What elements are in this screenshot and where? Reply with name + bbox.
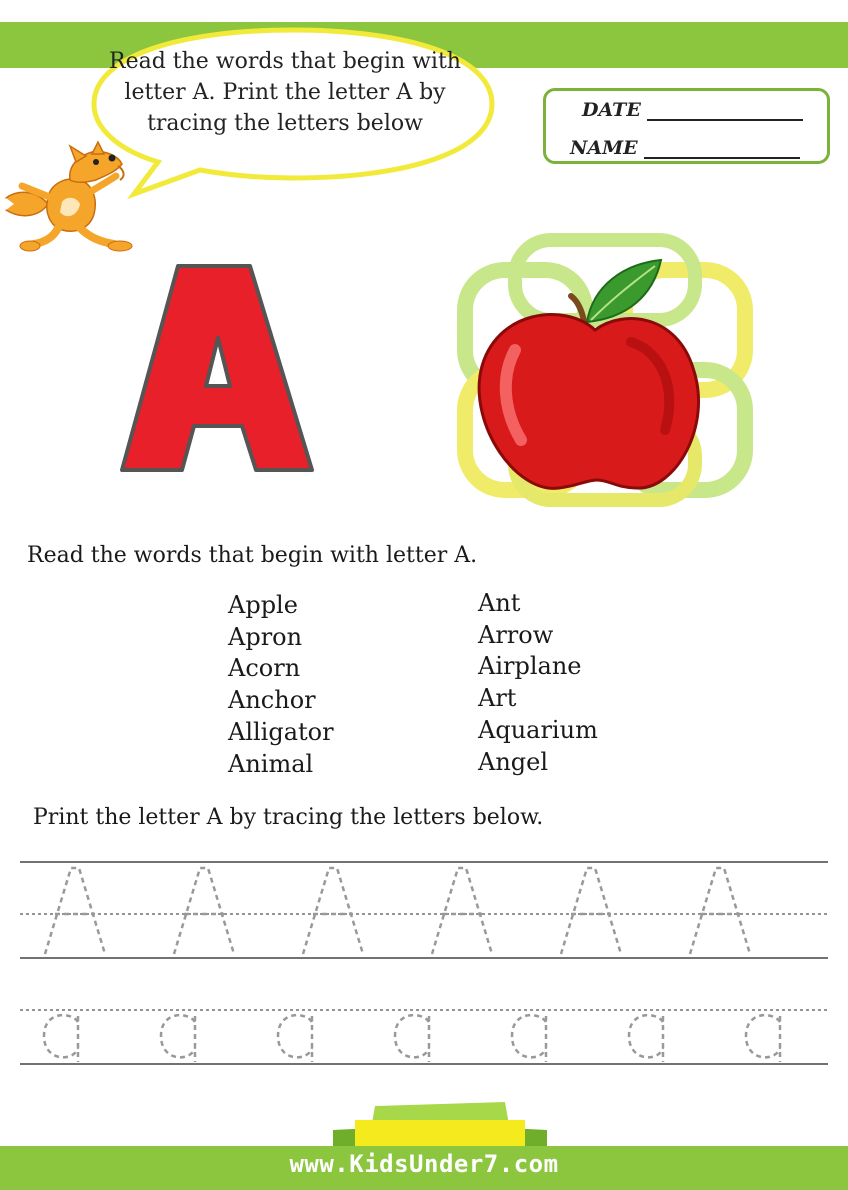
word-list-right	[478, 588, 598, 778]
word-item: Angel	[478, 747, 549, 776]
fox-mascot-icon	[0, 140, 150, 260]
word-item: Apple	[228, 591, 298, 619]
name-label: NAME	[570, 137, 638, 159]
name-field[interactable]	[644, 139, 800, 159]
word-item: Animal	[228, 749, 314, 778]
word-item: Aquarium	[478, 715, 598, 744]
word-item: Art	[478, 684, 517, 713]
trace-letter-lowercase-a	[629, 1015, 663, 1062]
word-item: Airplane	[478, 652, 582, 681]
word-item: Anchor	[228, 686, 316, 715]
big-letter-a-icon	[110, 258, 325, 478]
reading-instruction: Read the words that begin with letter A.	[27, 543, 478, 568]
trace-letter-uppercase-a	[690, 868, 750, 954]
word-item: Arrow	[478, 620, 554, 649]
footer-ribbon	[325, 1102, 555, 1152]
trace-letter-uppercase-a	[45, 868, 105, 954]
word-item: Alligator	[228, 717, 334, 746]
word-list-left	[228, 590, 334, 780]
trace-letter-lowercase-a	[278, 1015, 312, 1062]
trace-letter-uppercase-a	[432, 868, 492, 954]
uppercase-trace-row	[45, 868, 750, 954]
trace-letter-uppercase-a	[303, 868, 363, 954]
trace-letter-lowercase-a	[161, 1015, 195, 1062]
word-item: Ant	[478, 589, 521, 617]
trace-letter-uppercase-a	[174, 868, 234, 954]
trace-letter-uppercase-a	[561, 868, 621, 954]
word-item: Acorn	[228, 654, 301, 683]
footer-url[interactable]: www.KidsUnder7.com	[289, 1150, 559, 1178]
date-label: DATE	[582, 99, 641, 121]
apple-icon	[455, 230, 755, 510]
trace-letter-lowercase-a	[44, 1015, 78, 1062]
trace-letter-lowercase-a	[395, 1015, 429, 1062]
tracing-area	[0, 850, 848, 1080]
trace-letter-lowercase-a	[512, 1015, 546, 1062]
trace-letter-lowercase-a	[746, 1015, 780, 1062]
date-field[interactable]	[647, 101, 803, 121]
lowercase-trace-row	[44, 1015, 780, 1062]
date-name-box	[543, 88, 830, 164]
tracing-instruction: Print the letter A by tracing the letters below.	[33, 805, 544, 830]
word-item: Apron	[228, 622, 303, 651]
speech-bubble-text: Read the words that begin with letter A. Print the letter A by tracing the letters below	[109, 49, 461, 136]
